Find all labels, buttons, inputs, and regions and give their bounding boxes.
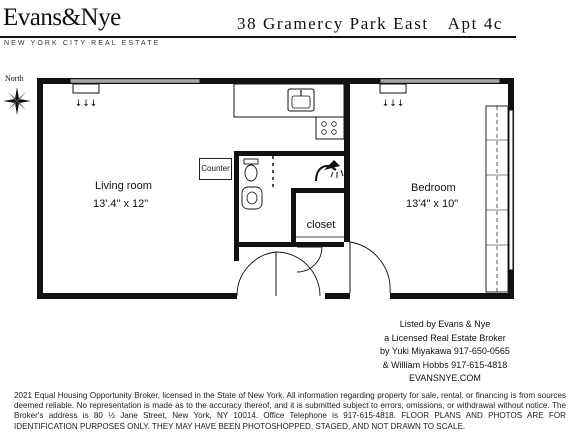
sink-icon — [288, 89, 314, 111]
legal-disclaimer: 2021 Equal Housing Opportunity Broker, licensed in the State of New York. All information regarding property for sale, rental, or financing is from sources deemed reliable. No representation is made as to the accuracy thereof, and it is submitted subject to errors, omissions, or withdrawal without notice. The Broker's address is 80 ½ Jane Street, New York, NY 10014. Office Telephone is 917-615-4818. FLOOR PLANS AND PHOTOS ARE FOR IDENTIFICATION PURPOSES ONLY. THEY MAY HAVE BEEN PHOTOSHOPPED, STAGED, AND NOT DRAWN TO SCALE. — [14, 391, 566, 431]
window — [70, 79, 200, 83]
brand-logo: Evans&Nye — [3, 4, 121, 31]
unit-number: Apt 4c — [447, 14, 504, 33]
door-swing — [237, 252, 276, 296]
listing-agents — [380, 318, 510, 386]
bedroom-door — [350, 242, 390, 293]
bathroom-sink-icon — [242, 187, 262, 209]
toilet-icon — [244, 159, 258, 181]
bedroom-label: Bedroom — [411, 182, 456, 194]
counter-label: Counter — [199, 158, 232, 180]
radiator-icon — [73, 84, 99, 109]
north-label: North — [5, 74, 24, 83]
listing-line: a Licensed Real Estate Broker — [384, 332, 506, 343]
svg-text:↓↓↓: ↓↓↓ — [381, 99, 405, 109]
closet-label: closet — [306, 219, 336, 231]
wardrobe — [486, 106, 508, 292]
window — [509, 110, 513, 270]
website-link[interactable]: EVANSNYE.COM — [409, 373, 481, 383]
street-address: 38 Gramercy Park East — [237, 14, 429, 33]
window — [380, 79, 500, 83]
brand-tagline: NEW YORK CITY REAL ESTATE — [4, 40, 161, 47]
bedroom-dimensions: 13'4" x 10" — [406, 198, 459, 210]
svg-text:↓↓↓: ↓↓↓ — [74, 99, 98, 109]
agent-yuki: by Yuki Miyakawa 917-650-0565 — [380, 346, 510, 356]
living-room-dimensions: 13'.4" x 12" — [93, 198, 149, 210]
listing-line: Listed by Evans & Nye — [399, 319, 491, 329]
door-swing — [276, 252, 320, 296]
living-room-label: Living room — [95, 180, 152, 192]
shower-head-icon — [316, 160, 343, 181]
radiator-icon — [380, 84, 406, 109]
agent-william: & William Hobbs 917-615-4818 — [382, 359, 508, 370]
